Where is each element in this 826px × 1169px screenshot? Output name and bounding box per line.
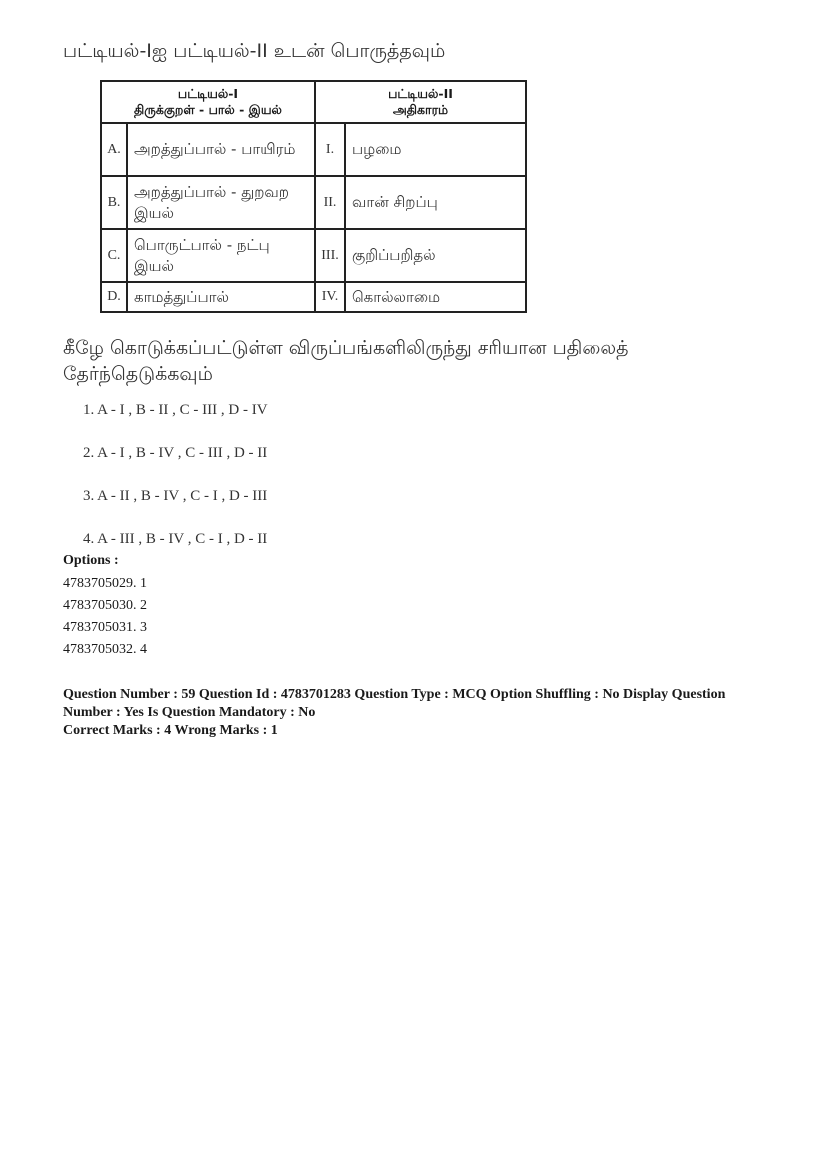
row-roman: IV. [315,282,345,312]
option-id-4: 4783705032. 4 [63,642,147,657]
list-2-item: பழமை [345,123,526,176]
list-1-item: அறத்துப்பால் - துறவற இயல் [127,176,315,229]
choice-2: 2. A - I , B - IV , C - III , D - II [83,445,268,461]
list-2-subtitle: அதிகாரம் [392,102,449,117]
options-list [63,551,147,661]
list-1-item: அறத்துப்பால் - பாயிரம் [127,123,315,176]
row-label: C. [101,229,127,282]
list-2-item: குறிப்பறிதல் [345,229,526,282]
row-label: D. [101,282,127,312]
row-roman: II. [315,176,345,229]
instruction-text: கீழே கொடுக்கப்பட்டுள்ள விருப்பங்களிலிருந்து சரியான பதிலைத் தேர்ந்தெடுக்கவும் [63,337,629,385]
list-2-header [315,81,526,123]
table-row [101,229,526,282]
list-1-item: பொருட்பால் - நட்பு இயல் [127,229,315,282]
choice-1: 1. A - I , B - II , C - III , D - IV [83,402,268,418]
options-label: Options : [63,553,119,568]
option-id-3: 4783705031. 3 [63,620,147,635]
option-id-1: 4783705029. 1 [63,576,147,591]
row-label: A. [101,123,127,176]
list-1-header [101,81,315,123]
question-meta [63,686,783,740]
choice-3: 3. A - II , B - IV , C - I , D - III [83,488,268,504]
question-title: பட்டியல்-Iஐ பட்டியல்-II உடன் பொருத்தவும் [63,40,446,62]
meta-line-1: Question Number : 59 Question Id : 4783701283 Question Type : MCQ Option Shuffling : No Display Question [63,687,726,702]
list-2-item: கொல்லாமை [345,282,526,312]
row-roman: I. [315,123,345,176]
row-label: B. [101,176,127,229]
match-table [100,80,527,313]
meta-line-2: Number : Yes Is Question Mandatory : No [63,705,316,720]
meta-line-3: Correct Marks : 4 Wrong Marks : 1 [63,723,278,738]
table-row [101,282,526,312]
choice-4: 4. A - III , B - IV , C - I , D - II [83,531,268,547]
list-1-title: பட்டியல்-I [177,86,239,101]
table-row [101,123,526,176]
table-header-row [101,81,526,123]
list-1-subtitle: திருக்குறள் - பால் - இயல் [134,102,282,117]
list-2-item: வான் சிறப்பு [345,176,526,229]
table-row [101,176,526,229]
list-2-title: பட்டியல்-II [388,86,453,101]
row-roman: III. [315,229,345,282]
option-id-2: 4783705030. 2 [63,598,147,613]
list-1-item: காமத்துப்பால் [127,282,315,312]
